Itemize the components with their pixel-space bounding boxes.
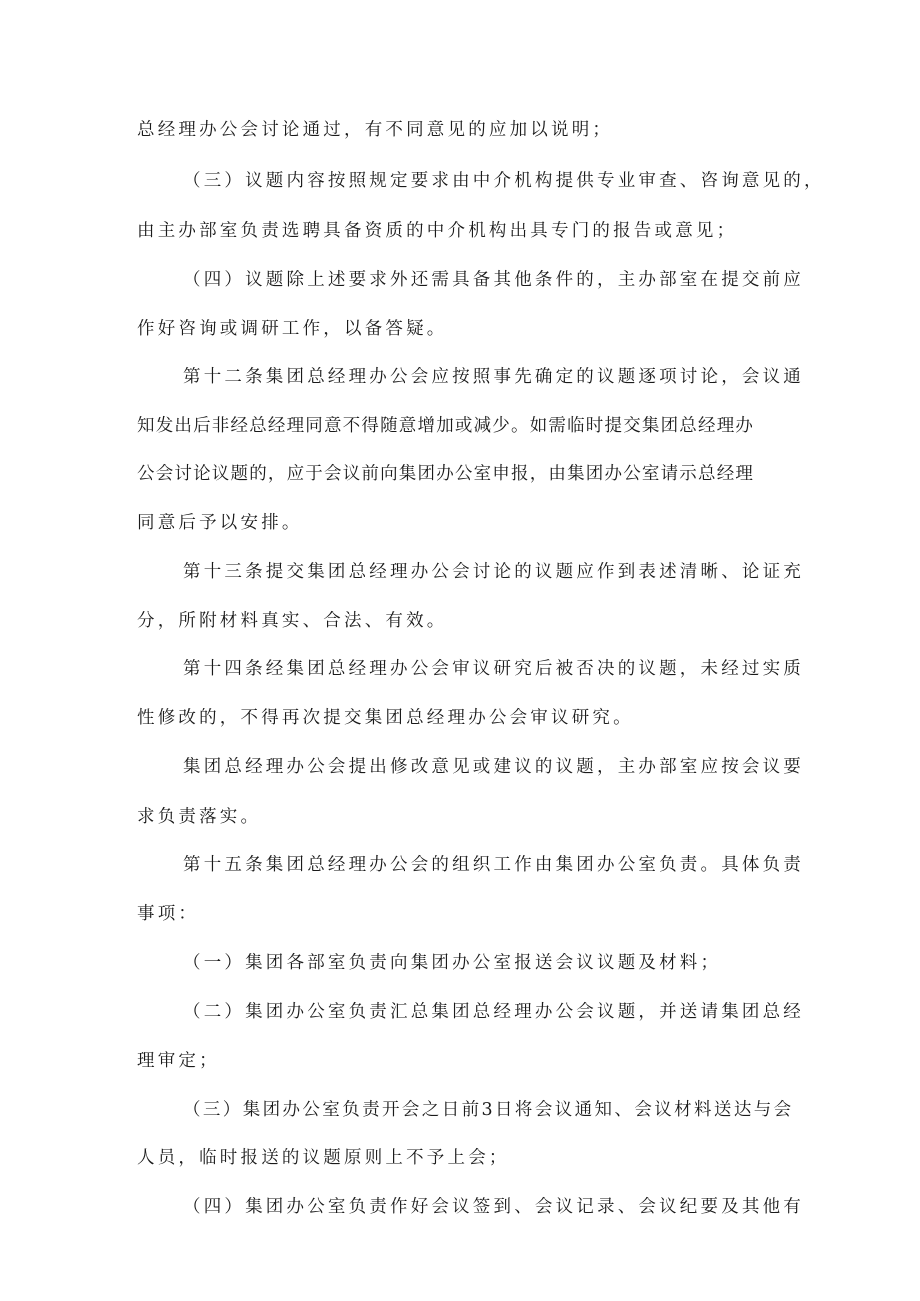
text-line: （二）集团办公室负责汇总集团总经理办公会议题，并送请集团总经 [183,1002,804,1022]
text-line: 集团总经理办公会提出修改意见或建议的议题，主办部室应按会议要 [183,757,804,777]
text-line: 性修改的，不得再次提交集团总经理办公会审议研究。 [137,708,634,728]
text-line: 第十四条经集团总经理办公会审议研究后被否决的议题，未经过实质 [183,659,804,679]
text-line: 由主办部室负责选聘具备资质的中介机构出具专门的报告或意见； [137,221,738,241]
text-line: 求负责落实。 [137,807,262,827]
text-line: 第十三条提交集团总经理办公会讨论的议题应作到表述清晰、论证充 [183,562,804,582]
text-line: 分，所附材料真实、合法、有效。 [137,611,448,631]
text-line: 人员，临时报送的议题原则上不予上会； [137,1148,510,1168]
text-line: 公会讨论议题的，应于会议前向集团办公室申报，由集团办公室请示总经理 [137,464,755,484]
text-line: 作好咨询或调研工作，以备答疑。 [137,319,448,339]
text-line: 知发出后非经总经理同意不得随意增加或减少。如需临时提交集团总经理办 [137,416,755,436]
text-line: （四）集团办公室负责作好会议签到、会议记录、会议纪要及其他有 [183,1197,804,1217]
text-line: 第十二条集团总经理办公会应按照事先确定的议题逐项讨论，会议通 [183,367,804,387]
text-line: （三）议题内容按照规定要求由中介机构提供专业审查、咨询意见的， [183,171,825,191]
text-line: 理审定； [137,1051,220,1071]
text-line: （一）集团各部室负责向集团办公室报送会议议题及材料； [183,953,722,973]
text-line: 第十五条集团总经理办公会的组织工作由集团办公室负责。具体负责 [183,855,804,875]
text-line: （四）议题除上述要求外还需具备其他条件的，主办部室在提交前应 [183,270,804,290]
text-line: 事项： [137,904,200,924]
text-line: （三）集团办公室负责开会之日前3日将会议通知、会议材料送达与会 [183,1100,794,1120]
text-line: 同意后予以安排。 [137,513,303,533]
text-line: 总经理办公会讨论通过，有不同意见的应加以说明； [137,120,614,140]
